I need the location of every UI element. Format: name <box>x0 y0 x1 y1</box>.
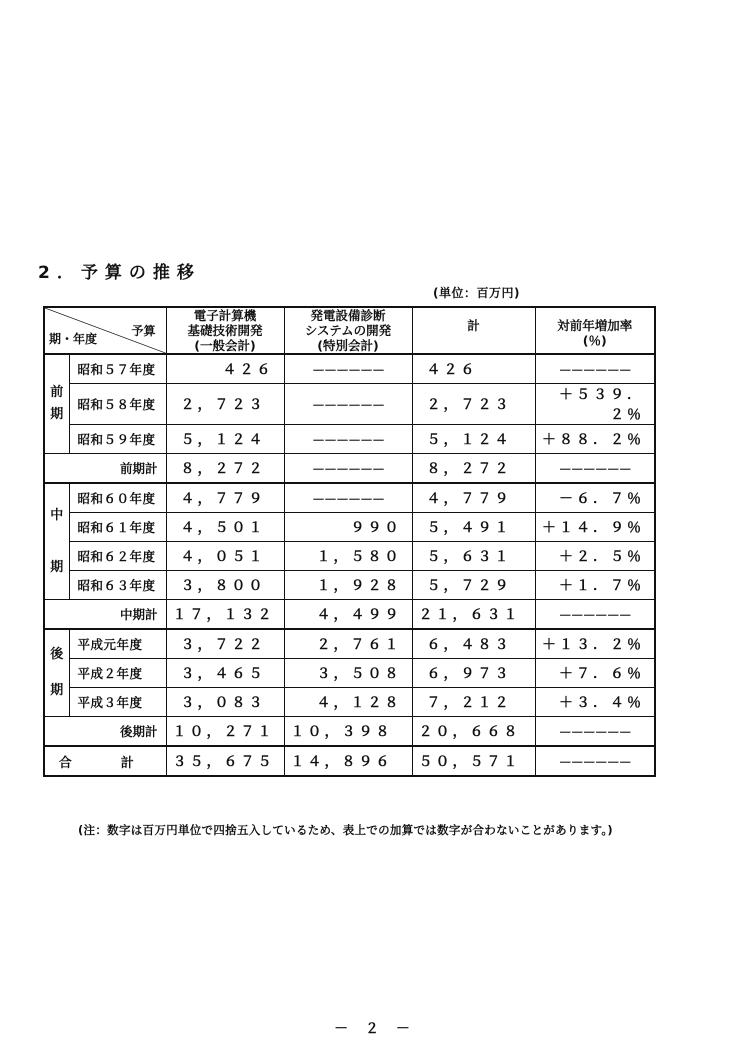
rate-cell: －－－－－－ <box>535 600 655 630</box>
period-label-early: 前 期 <box>44 354 69 454</box>
subtotal-row <box>44 600 655 630</box>
total-cell: ６，９７３ <box>412 659 535 688</box>
grand-total-row <box>44 746 655 776</box>
budget-table <box>43 306 656 777</box>
rate-cell: －６．７％ <box>535 483 655 513</box>
general-cell: ２，７２３ <box>166 384 284 425</box>
total-cell: ５，１２４ <box>412 425 535 454</box>
total-cell: ５，４９１ <box>412 513 535 542</box>
year-cell: 昭和６３年度 <box>69 571 166 600</box>
special-cell: －－－－－－ <box>284 425 412 454</box>
table-row <box>44 483 655 513</box>
subtotal-row <box>44 717 655 747</box>
rate-cell: ＋１３．２％ <box>535 629 655 659</box>
subtotal-label: 後期計 <box>44 717 166 747</box>
rate-cell: ＋１４．９％ <box>535 513 655 542</box>
general-cell: ３，８００ <box>166 571 284 600</box>
rate-cell: －－－－－－ <box>535 717 655 747</box>
special-cell: ４，１２８ <box>284 688 412 717</box>
special-cell: １，５８０ <box>284 542 412 571</box>
general-cell: ４２６ <box>166 354 284 384</box>
subtotal-row <box>44 454 655 484</box>
header-growth-rate: 対前年増加率 (％) <box>535 307 655 354</box>
year-cell: 昭和６０年度 <box>69 483 166 513</box>
general-cell: ３，７２２ <box>166 629 284 659</box>
rate-cell: －－－－－－ <box>535 746 655 776</box>
special-cell: ４，４９９ <box>284 600 412 630</box>
general-cell: １０，２７１ <box>166 717 284 747</box>
total-cell: ２１，６３１ <box>412 600 535 630</box>
special-cell: －－－－－－ <box>284 354 412 384</box>
corner-top-label: 予算 <box>131 324 156 338</box>
year-cell: 平成２年度 <box>69 659 166 688</box>
table-row <box>44 659 655 688</box>
general-cell: ４，０５１ <box>166 542 284 571</box>
table-row <box>44 425 655 454</box>
table-row <box>44 542 655 571</box>
total-cell: ８，２７２ <box>412 454 535 484</box>
table-row <box>44 629 655 659</box>
year-cell: 平成３年度 <box>69 688 166 717</box>
general-cell: ５，１２４ <box>166 425 284 454</box>
special-cell: －－－－－－ <box>284 454 412 484</box>
header-total: 計 <box>412 307 535 354</box>
total-cell: ４２６ <box>412 354 535 384</box>
special-cell: １０，３９８ <box>284 717 412 747</box>
period-label-late: 後 期 <box>44 629 69 717</box>
year-cell: 昭和５９年度 <box>69 425 166 454</box>
table-row <box>44 688 655 717</box>
year-cell: 昭和６１年度 <box>69 513 166 542</box>
table-row <box>44 384 655 425</box>
general-cell: ８，２７２ <box>166 454 284 484</box>
special-cell: －－－－－－ <box>284 384 412 425</box>
special-cell: －－－－－－ <box>284 483 412 513</box>
total-cell: ５，６３１ <box>412 542 535 571</box>
grand-total-label: 合 計 <box>44 746 166 776</box>
year-cell: 平成元年度 <box>69 629 166 659</box>
year-cell: 昭和５７年度 <box>69 354 166 384</box>
general-cell: １７，１３２ <box>166 600 284 630</box>
unit-label: (単位：百万円) <box>433 286 520 300</box>
period-label-middle: 中 期 <box>44 483 69 600</box>
special-cell: １，９２８ <box>284 571 412 600</box>
rate-cell: ＋２．５％ <box>535 542 655 571</box>
rate-cell: ＋５３９．２％ <box>535 384 655 425</box>
total-cell: ２，７２３ <box>412 384 535 425</box>
table-row <box>44 571 655 600</box>
general-cell: ４，７７９ <box>166 483 284 513</box>
header-special-account: 発電設備診断 システムの開発 (特別会計) <box>284 307 412 354</box>
header-general-account: 電子計算機 基礎技術開発 (一般会計) <box>166 307 284 354</box>
total-cell: ２０，６６８ <box>412 717 535 747</box>
total-cell: ６，４８３ <box>412 629 535 659</box>
rate-cell: ＋７．６％ <box>535 659 655 688</box>
special-cell: ３，５０８ <box>284 659 412 688</box>
special-cell: ９９０ <box>284 513 412 542</box>
corner-header <box>44 307 166 354</box>
footnote: (注：数字は百万円単位で四捨五入しているため、表上での加算では数字が合わないことがあります。) <box>78 823 613 837</box>
subtotal-label: 前期計 <box>44 454 166 484</box>
general-cell: ３，０８３ <box>166 688 284 717</box>
page-number: － ２ － <box>334 1021 416 1037</box>
subtotal-label: 中期計 <box>44 600 166 630</box>
rate-cell: ＋３．４％ <box>535 688 655 717</box>
rate-cell: ＋８８．２％ <box>535 425 655 454</box>
rate-cell: －－－－－－ <box>535 454 655 484</box>
year-cell: 昭和５８年度 <box>69 384 166 425</box>
year-cell: 昭和６２年度 <box>69 542 166 571</box>
rate-cell: ＋１．７％ <box>535 571 655 600</box>
special-cell: ２，７６１ <box>284 629 412 659</box>
total-cell: ７，２１２ <box>412 688 535 717</box>
table-row <box>44 354 655 384</box>
total-cell: ５０，５７１ <box>412 746 535 776</box>
general-cell: ４，５０１ <box>166 513 284 542</box>
total-cell: ４，７７９ <box>412 483 535 513</box>
special-cell: １４，８９６ <box>284 746 412 776</box>
general-cell: ３５，６７５ <box>166 746 284 776</box>
total-cell: ５，７２９ <box>412 571 535 600</box>
rate-cell: －－－－－－ <box>535 354 655 384</box>
general-cell: ３，４６５ <box>166 659 284 688</box>
corner-bottom-label: 期・年度 <box>49 332 98 346</box>
section-title: 2．予算の推移 <box>38 263 201 283</box>
header-row <box>44 307 655 354</box>
table-row <box>44 513 655 542</box>
